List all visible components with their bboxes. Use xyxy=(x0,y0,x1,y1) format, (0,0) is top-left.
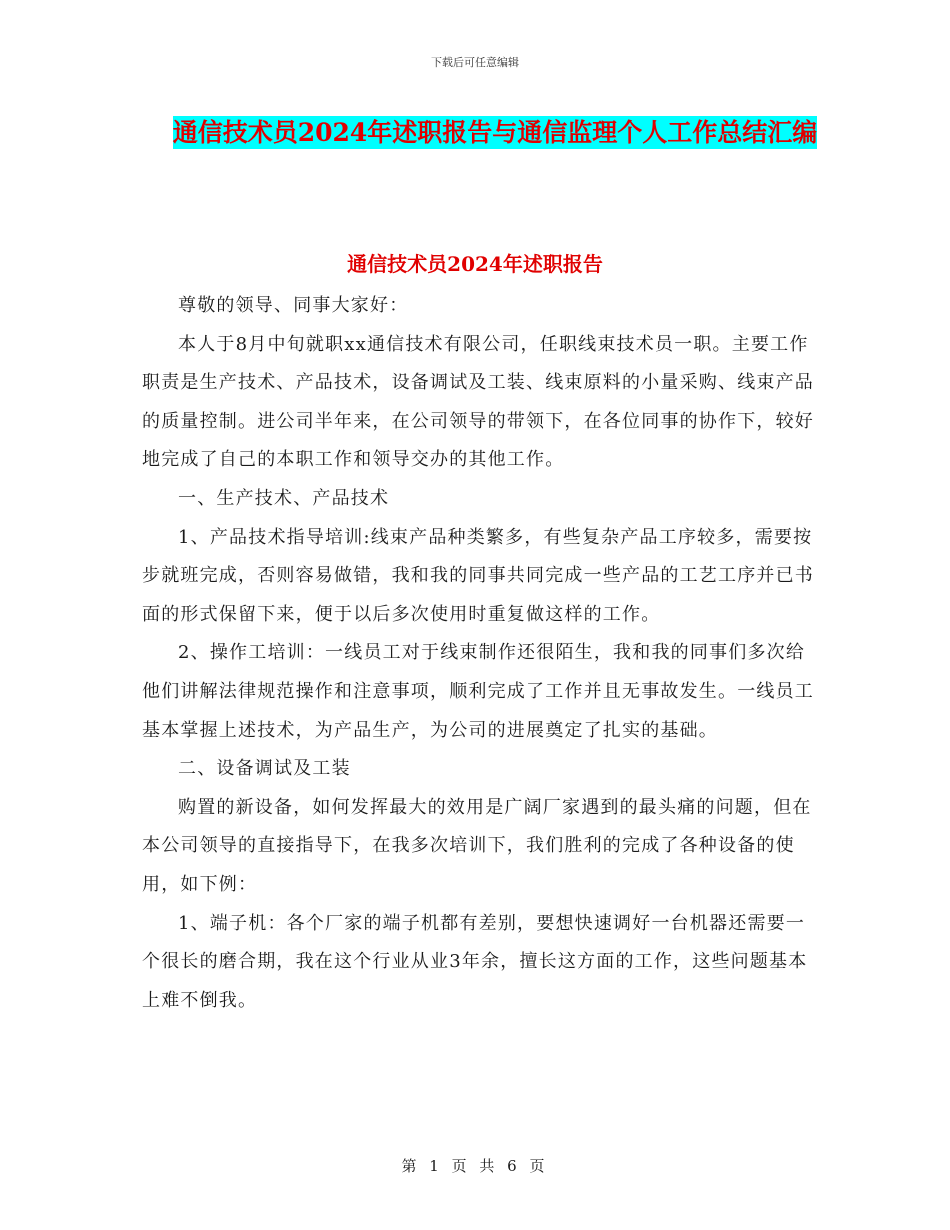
paragraph-product-training: 1、产品技术指导培训:线束产品种类繁多，有些复杂产品工序较多，需要按步就班完成，否则容易做错，我和我的同事共同完成一些产品的工艺工序并已书面的形式保留下来，便于以后多次使用时重复做这样的工作。 xyxy=(142,526,814,625)
document-title xyxy=(140,110,850,156)
paragraph-intro: 本人于8月中旬就职xx通信技术有限公司，任职线束技术员一职。主要工作职责是生产技术、产品技术，设备调试及工装、线束原料的小量采购、线束产品的质量控制。进公司半年来，在公司领导的带领下，在各位同事的协作下，较好地完成了自己的本职工作和领导交办的其他工作。 xyxy=(142,333,814,471)
section-title: 通信技术员2024年述职报告 xyxy=(347,252,603,276)
paragraph-greeting: 尊敬的领导、同事大家好： xyxy=(178,295,409,316)
document-body xyxy=(142,287,822,1020)
paragraph-operator-training: 2、操作工培训：一线员工对于线束制作还很陌生，我和我的同事们多次给他们讲解法律规范操作和注意事项，顺利完成了工作并且无事故发生。一线员工基本掌握上述技术，为产品生产，为公司的进展奠定了扎实的基础。 xyxy=(142,642,814,741)
document-title-text: 通信技术员2024年述职报告与通信监理个人工作总结汇编 xyxy=(172,118,818,147)
header-note: 下载后可任意编辑 xyxy=(431,56,519,69)
paragraph-terminal-machine: 1、端子机：各个厂家的端子机都有差别，要想快速调好一台机器还需要一个很长的磨合期，我在这个行业从业3年余，擅长这方面的工作，这些问题基本上难不倒我。 xyxy=(142,912,808,1011)
heading-equipment-tooling: 二、设备调试及工装 xyxy=(178,758,351,780)
paragraph-new-equipment: 购置的新设备，如何发挥最大的效用是广阔厂家遇到的最头痛的问题，但在本公司领导的直接指导下，在我多次培训下，我们胜利的完成了各种设备的使用，如下例： xyxy=(142,796,812,895)
heading-production-tech: 一、生产技术、产品技术 xyxy=(178,487,390,509)
page-indicator: 第 1 页 共 6 页 xyxy=(401,1157,549,1175)
